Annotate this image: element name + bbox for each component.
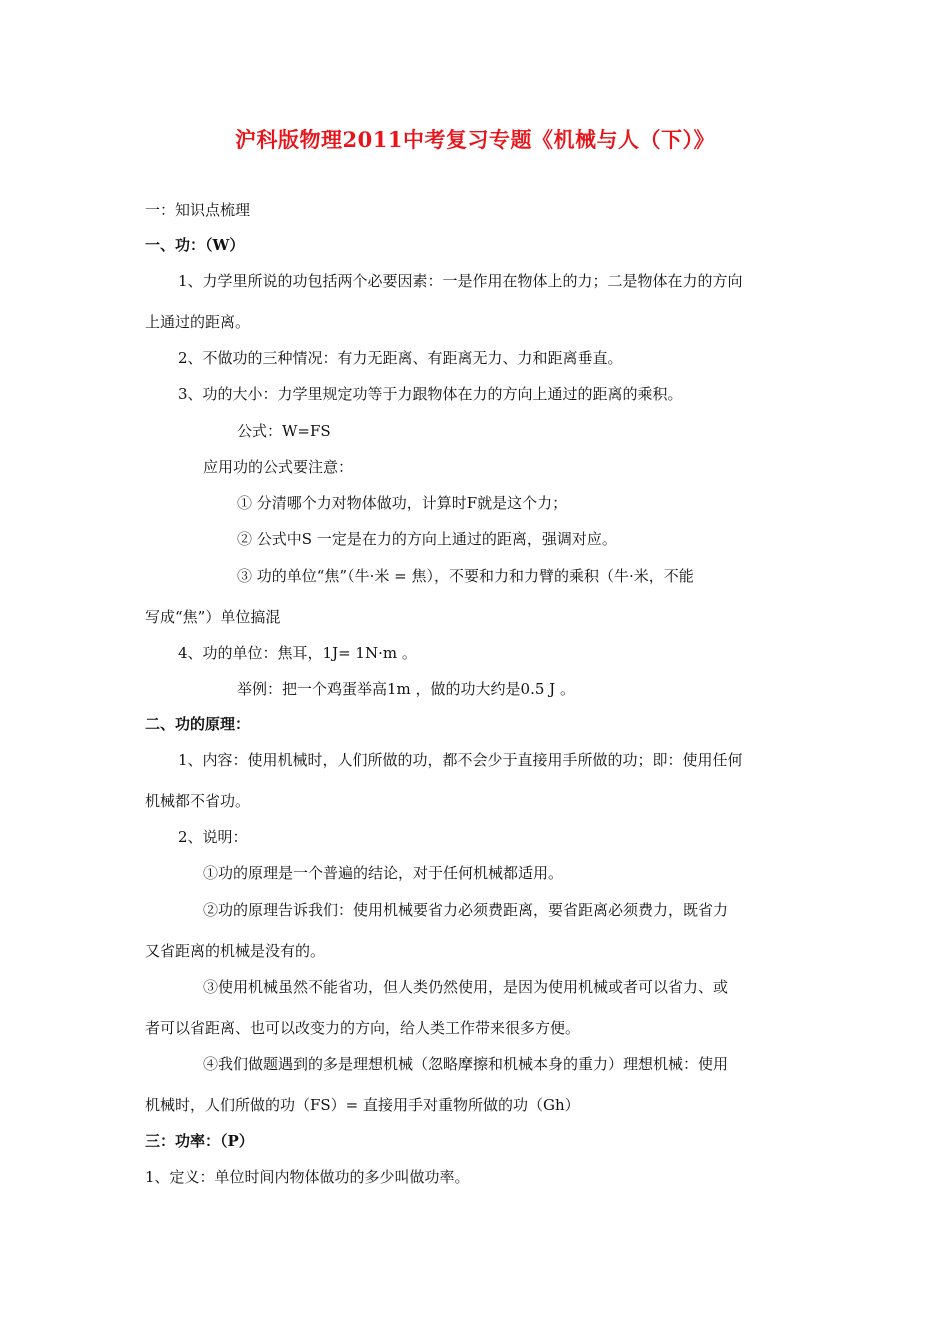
paragraph-line: 4、功的单位：焦耳，1J= 1N·m 。 (178, 644, 417, 662)
section-heading-work: 一、功：（W） (145, 236, 245, 254)
paragraph-line: 者可以省距离、也可以改变力的方向，给人类工作带来很多方便。 (145, 1019, 581, 1037)
paragraph-line: 写成“焦”）单位搞混 (145, 608, 281, 626)
paragraph-line: 1、力学里所说的功包括两个必要因素：一是作用在物体上的力；二是物体在力的方向 (178, 272, 743, 290)
paragraph-line: 机械时，人们所做的功（FS）= 直接用手对重物所做的功（Gh） (145, 1096, 580, 1114)
section-heading-principle: 二、功的原理： (145, 715, 251, 733)
list-item: ④我们做题遇到的多是理想机械（忽略摩擦和机械本身的重力）理想机械：使用 (203, 1055, 729, 1073)
paragraph-line: 1、定义：单位时间内物体做功的多少叫做功率。 (145, 1168, 470, 1186)
formula-line: 公式：W=FS (237, 422, 331, 440)
page-title: 沪科版物理2011中考复习专题《机械与人（下）》 (235, 127, 715, 152)
paragraph-line: 上通过的距离。 (145, 313, 251, 331)
section-heading-power: 三：功率：（P） (145, 1132, 254, 1150)
list-item: ①功的原理是一个普遍的结论，对于任何机械都适用。 (203, 864, 564, 882)
outline-heading: 一：知识点梳理 (145, 201, 251, 219)
list-item: ③ 功的单位“焦”（牛·米 = 焦），不要和力和力臂的乘积（牛·米，不能 (237, 567, 694, 585)
paragraph-line: 又省距离的机械是没有的。 (145, 942, 326, 960)
example-line: 举例：把一个鸡蛋举高1m ，做的功大约是0.5 J 。 (237, 680, 575, 698)
list-item: ②功的原理告诉我们：使用机械要省力必须费距离，要省距离必须费力，既省力 (203, 901, 729, 919)
paragraph-line: 1、内容：使用机械时，人们所做的功，都不会少于直接用手所做的功；即：使用任何 (178, 751, 743, 769)
paragraph-line: 机械都不省功。 (145, 792, 251, 810)
list-item: ① 分清哪个力对物体做功，计算时F就是这个力； (237, 494, 568, 512)
paragraph-line: 应用功的公式要注意： (203, 458, 354, 476)
paragraph-line: 2、不做功的三种情况：有力无距离、有距离无力、力和距离垂直。 (178, 349, 623, 367)
list-item: ③使用机械虽然不能省功，但人类仍然使用，是因为使用机械或者可以省力、或 (203, 978, 729, 996)
list-item: ② 公式中S 一定是在力的方向上通过的距离，强调对应。 (237, 530, 617, 548)
paragraph-line: 2、说明： (178, 828, 248, 846)
paragraph-line: 3、功的大小：力学里规定功等于力跟物体在力的方向上通过的距离的乘积。 (178, 385, 683, 403)
